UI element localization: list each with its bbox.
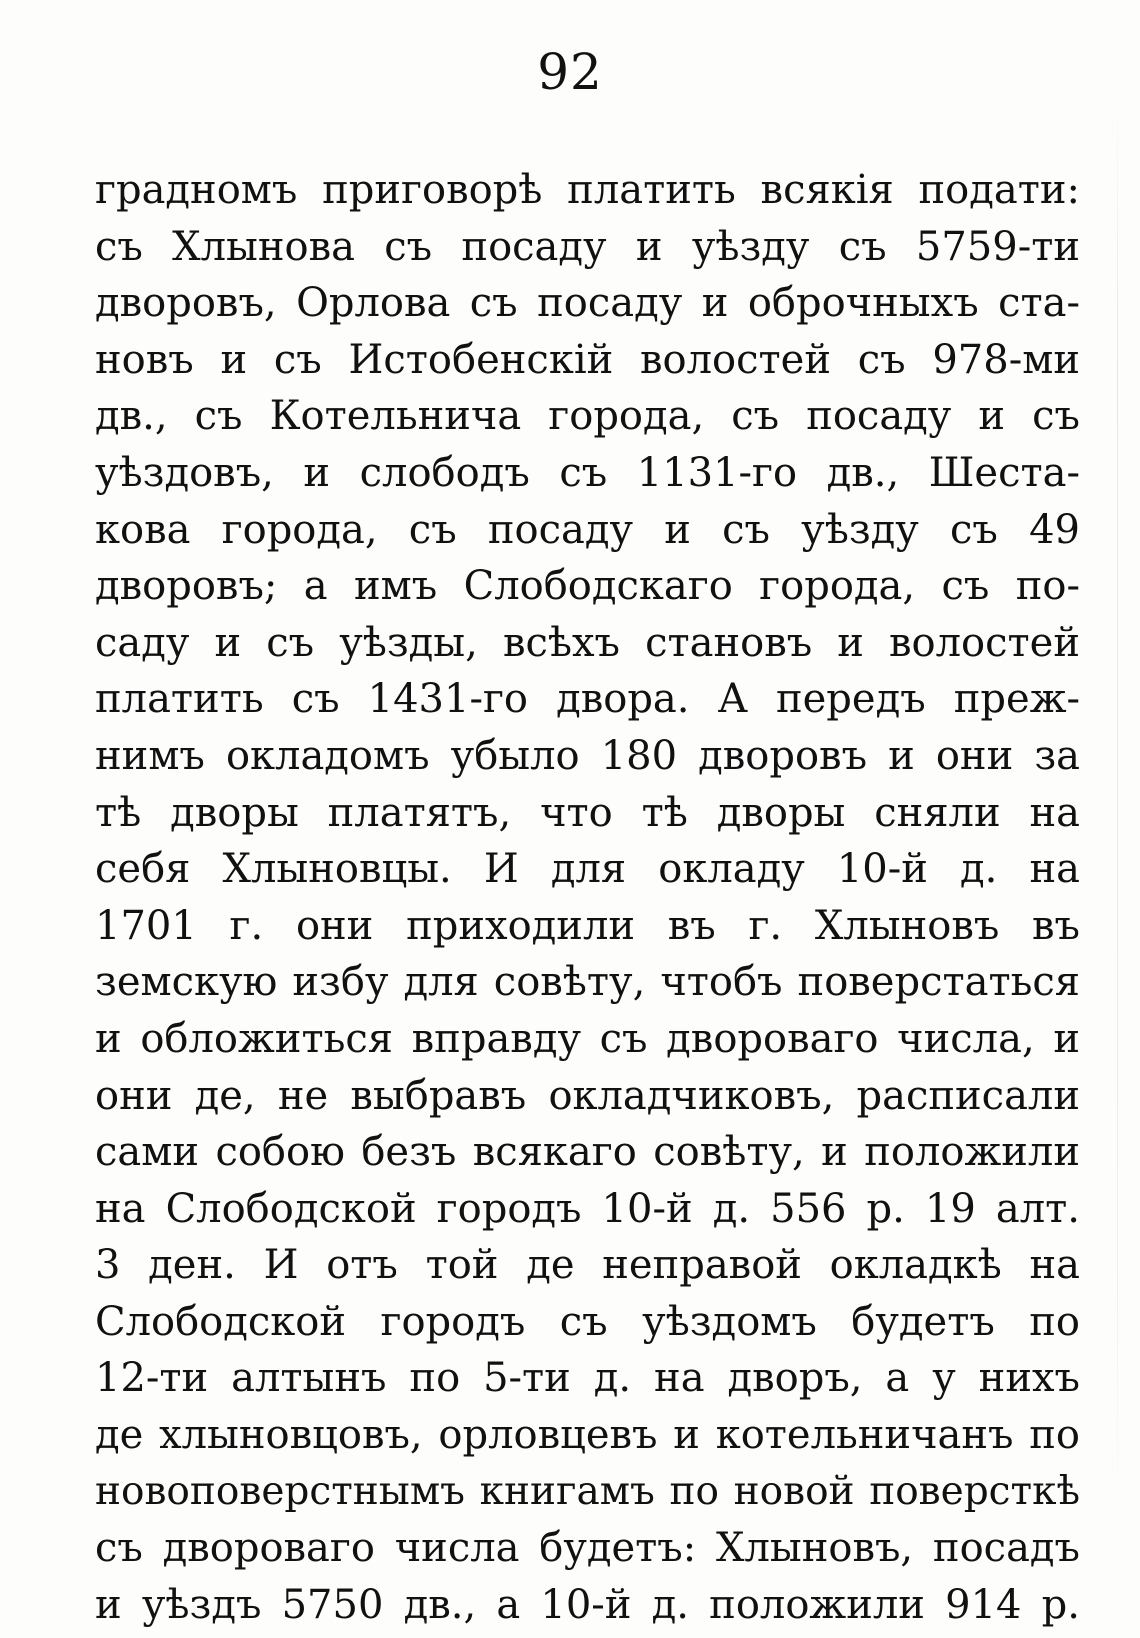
text-line: нимъ окладомъ убыло 180 дворовъ и они за: [95, 732, 1080, 779]
text-line: 12-ти алтынъ по 5-ти д. на дворъ, а у нихъ: [95, 1355, 1080, 1402]
text-line: себя Хлыновцы. И для окладу 10-й д. на: [95, 846, 1080, 893]
text-line: и обложиться вправду съ двороваго числа, и: [95, 1015, 1080, 1062]
text-line: новоповерстнымъ книгамъ по новой поверсткѣ: [95, 1468, 1080, 1514]
text-line: съ двороваго числа будетъ: Хлыновъ, посадъ: [95, 1525, 1080, 1572]
text-line: платить съ 1431-го двора. А передъ преж-: [95, 676, 1080, 723]
page-number: 92: [537, 43, 603, 101]
text-line: дворовъ; а имъ Слободскаго города, съ по-: [95, 563, 1080, 610]
text-line: дв., съ Котельнича города, съ посаду и съ: [95, 393, 1080, 440]
text-line: 1701 г. они приходили въ г. Хлыновъ въ: [95, 902, 1080, 949]
page-edge-shadow: [1117, 70, 1118, 1550]
text-line: новъ и съ Истобенскій волостей съ 978-ми: [95, 336, 1080, 383]
body-text: [95, 162, 1080, 1633]
text-line: земскую избу для совѣту, чтобъ поверстаться: [95, 959, 1080, 1006]
text-line: дворовъ, Орлова съ посаду и оброчныхъ ста-: [95, 280, 1080, 327]
text-line: кова города, съ посаду и съ уѣзду съ 49: [95, 506, 1080, 553]
text-line: градномъ приговорѣ платить всякія подати:: [95, 167, 1080, 213]
text-line: саду и съ уѣзды, всѣхъ становъ и волостей: [95, 619, 1080, 666]
text-line: тѣ дворы платятъ, что тѣ дворы сняли на: [95, 789, 1080, 836]
text-line: съ Хлынова съ посаду и уѣзду съ 5759-ти: [95, 223, 1080, 270]
text-line: они де, не выбравъ окладчиковъ, расписали: [95, 1072, 1080, 1119]
text-line: на Слободской городъ 10-й д. 556 р. 19 алт.: [95, 1185, 1080, 1232]
text-line: де хлыновцовъ, орловцевъ и котельничанъ по: [95, 1412, 1080, 1459]
text-line: уѣздовъ, и слободъ съ 1131-го дв., Шеста-: [95, 449, 1080, 496]
text-line: Слободской городъ съ уѣздомъ будетъ по: [95, 1298, 1080, 1345]
text-line: 3 ден. И отъ той де неправой окладкѣ на: [95, 1242, 1080, 1289]
text-line: и уѣздъ 5750 дв., а 10-й д. положили 914 р.: [95, 1581, 1080, 1628]
text-line: сами собою безъ всякаго совѣту, и положили: [95, 1129, 1080, 1176]
